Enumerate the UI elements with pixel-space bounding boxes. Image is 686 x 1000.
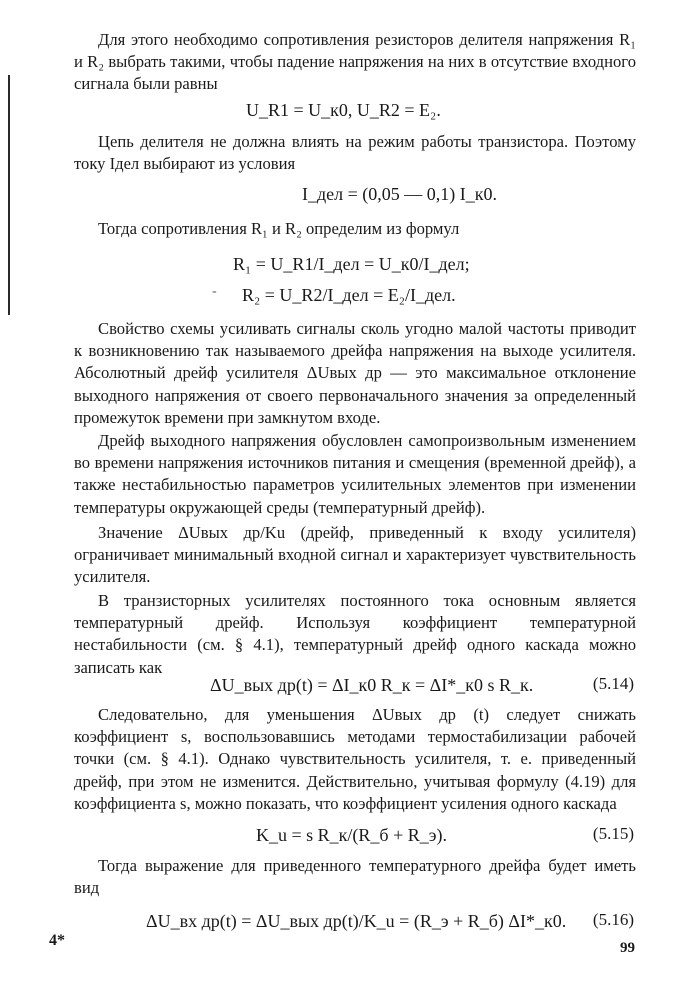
paragraph-1: Для этого необходимо сопротивления резисторов делителя напряжения R₁ и R₂ выбрать такими, чтобы падение напряжения на них в отсутствие входного сигнала были равны (74, 30, 636, 94)
formula-r1: R₁ = U_R1/I_дел = U_к0/I_дел; (233, 254, 470, 274)
paragraph-8: Следовательно, для уменьшения ΔUвых др (t) следует снижать коэффициент s, воспользовавшись методами термостабилизации рабочей точки (см. § 4.1). Однако чувствительность усилителя, т. е. приведенный дрейф, при этом не изменится. Действительно, учитывая формулу (4.19) для коэффициента s, можно показать, что коэффициент усиления одного каскада (74, 705, 636, 813)
equation-number-5-14: (5.14) (592, 674, 634, 693)
formula-input-drift: ΔU_вх др(t) = ΔU_вых др(t)/K_u = (R_э + R_б) ΔI*_к0. (146, 911, 567, 931)
paragraph-2: Цепь делителя не должна влиять на режим работы транзистора. Поэтому току Iдел выбирают из условия (74, 132, 636, 174)
paragraph-4: Свойство схемы усиливать сигналы сколь угодно малой частоты приводит к возникновению так называемого дрейфа напряжения на выходе усилителя. Абсолютный дрейф усилителя ΔUвых др — это максимальное отклонение выходного напряжения от своего первоначального значения за определенный промежуток времени при замкнутом входе. (74, 319, 636, 427)
formula-gain: K_u = s R_к/(R_б + R_э). (256, 825, 447, 845)
formula-drift: ΔU_вых др(t) = ΔI_к0 R_к = ΔI*_к0 s R_к. (210, 675, 534, 695)
formula-divider-current: I_дел = (0,05 — 0,1) I_к0. (302, 184, 498, 204)
equation-number-5-16: (5.16) (592, 910, 634, 929)
paragraph-5: Дрейф выходного напряжения обусловлен самопроизвольным изменением во времени напряжения источников питания и смещения (временной дрейф), а также нестабильностью параметров усилительных элементов при изменении температуры окружающей среды (температурный дрейф). (74, 431, 636, 517)
margin-mark (8, 75, 10, 315)
equation-number-5-15: (5.15) (592, 824, 634, 843)
formula-divider-voltages: U_R1 = U_к0, U_R2 = E₂. (246, 100, 441, 120)
printer-signature: 4* (49, 932, 65, 949)
formula-r2: R₂ = U_R2/I_дел = E₂/I_дел. (242, 285, 456, 305)
paragraph-7: В транзисторных усилителях постоянного тока основным является температурный дрейф. Используя коэффициент температурной нестабильности (см. § 4.1), температурный дрейф одного каскада можно записать как (74, 591, 636, 677)
paragraph-6: Значение ΔUвых др/Ku (дрейф, приведенный к входу усилителя) ограничивает минимальный входной сигнал и характеризует чувствительность усилителя. (74, 523, 636, 587)
page-number: 99 (620, 940, 635, 956)
paragraph-3: Тогда сопротивления R₁ и R₂ определим из формул (98, 219, 460, 238)
paragraph-9: Тогда выражение для приведенного температурного дрейфа будет иметь вид (74, 856, 636, 898)
print-speck: - (212, 284, 217, 299)
